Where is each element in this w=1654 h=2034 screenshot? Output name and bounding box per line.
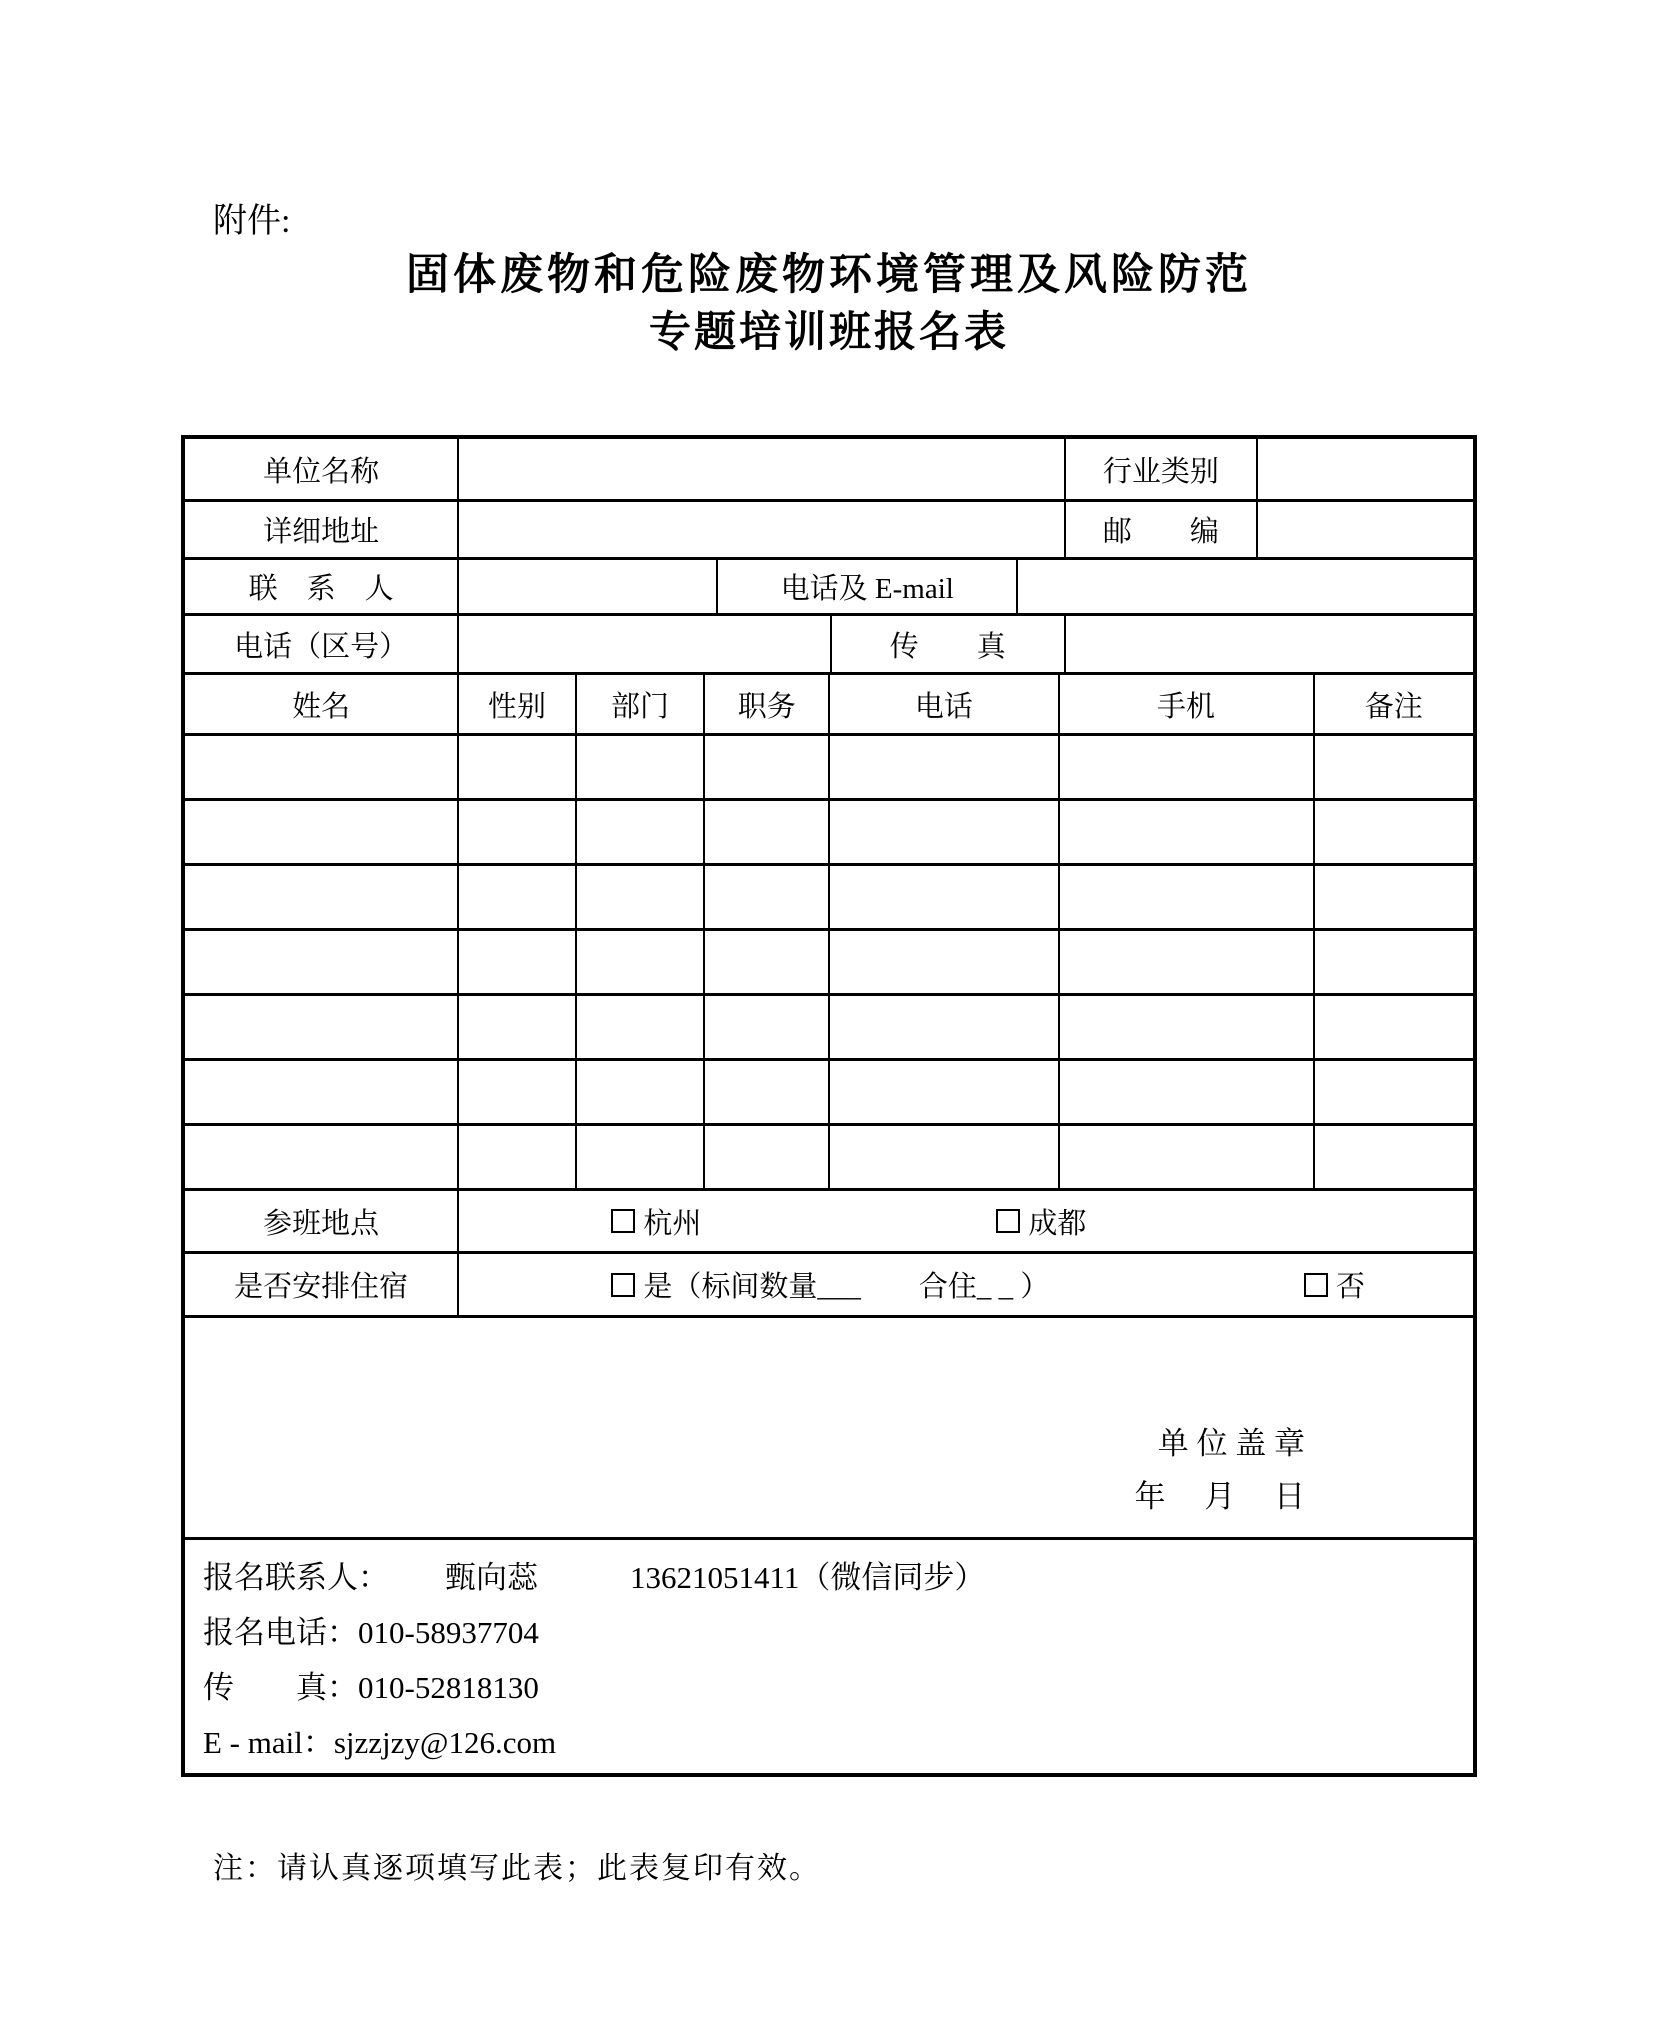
attendee-cell[interactable] [830, 801, 1059, 863]
row-location [185, 1191, 1473, 1254]
attendee-cell[interactable] [830, 866, 1059, 928]
attendee-cell[interactable] [1060, 866, 1315, 928]
attendee-cell[interactable] [185, 866, 459, 928]
address-input-cell[interactable] [459, 502, 1066, 557]
chengdu-checkbox[interactable] [996, 1209, 1020, 1233]
phone-email-input-cell[interactable] [1018, 560, 1473, 613]
attendee-cell[interactable] [705, 1061, 830, 1123]
attendee-row [185, 931, 1473, 996]
col-header-gender: 性别 [459, 675, 576, 733]
phone-email-label: 电话及 E-mail [718, 560, 1018, 613]
attendee-cell[interactable] [1060, 736, 1315, 798]
location-option-hangzhou[interactable] [611, 1201, 701, 1242]
attendee-cell[interactable] [459, 866, 576, 928]
attendee-cell[interactable] [459, 1126, 576, 1188]
attendee-cell[interactable] [830, 736, 1059, 798]
fax-label: 传 真 [832, 616, 1066, 672]
attendee-row [185, 801, 1473, 866]
housing-option-yes[interactable] [611, 1264, 1049, 1305]
housing-options-cell [459, 1254, 1473, 1315]
title-line-1: 固体废物和危险废物环境管理及风险防范 [406, 252, 1252, 299]
address-label: 详细地址 [185, 502, 459, 557]
attendee-cell[interactable] [577, 996, 706, 1058]
attendee-cell[interactable] [577, 801, 706, 863]
hangzhou-label: 杭州 [643, 1207, 702, 1240]
col-header-remark: 备注 [1364, 690, 1423, 723]
housing-no-checkbox[interactable] [1304, 1273, 1328, 1297]
row-housing [185, 1254, 1473, 1318]
attendee-cell[interactable] [705, 866, 830, 928]
attendee-cell[interactable] [1315, 801, 1473, 863]
attendee-cell[interactable] [577, 866, 706, 928]
chengdu-label: 成都 [1028, 1207, 1087, 1240]
attendee-cell[interactable] [185, 736, 459, 798]
contact-mobile: 13621051411（微信同步） [630, 1560, 986, 1595]
attendee-cell[interactable] [1315, 1126, 1473, 1188]
attendee-cell[interactable] [459, 996, 576, 1058]
attendee-cell[interactable] [830, 1126, 1059, 1188]
contact-name: 甄向蕊 [445, 1560, 538, 1595]
contact-person-label: 联 系 人 [185, 560, 459, 613]
attendee-cell[interactable] [185, 931, 459, 993]
attendee-cell[interactable] [577, 1126, 706, 1188]
col-header-mobile: 手机 [1060, 675, 1315, 733]
attendee-row [185, 866, 1473, 931]
attendee-cell[interactable] [830, 1061, 1059, 1123]
attendee-cell[interactable] [577, 931, 706, 993]
attendee-header-row [185, 675, 1473, 736]
attendee-cell[interactable] [705, 736, 830, 798]
postcode-input-cell[interactable] [1258, 502, 1473, 557]
unit-stamp-label: 单 位 盖 章 [1157, 1426, 1305, 1461]
housing-option-no[interactable] [1304, 1264, 1365, 1305]
attendee-cell[interactable] [1315, 866, 1473, 928]
industry-input-cell[interactable] [1258, 439, 1473, 499]
unit-name-input-cell[interactable] [459, 439, 1066, 499]
document-title [181, 250, 1477, 358]
title-line-2: 专题培训班报名表 [648, 310, 1009, 356]
col-header-position: 职务 [705, 675, 830, 733]
attendee-cell[interactable] [185, 1126, 459, 1188]
attendee-row [185, 1126, 1473, 1191]
contact-person-input-cell[interactable] [459, 560, 718, 613]
attendee-cell[interactable] [1060, 996, 1315, 1058]
attendee-cell[interactable] [1060, 1126, 1315, 1188]
col-header-phone: 电话 [830, 675, 1059, 733]
attendee-row [185, 996, 1473, 1061]
footer-note: 注：请认真逐项填写此表；此表复印有效。 [213, 1852, 821, 1885]
attendee-cell[interactable] [577, 736, 706, 798]
location-label: 参班地点 [185, 1191, 459, 1251]
location-option-chengdu[interactable] [996, 1201, 1086, 1242]
registration-form-table [181, 435, 1477, 1777]
hangzhou-checkbox[interactable] [611, 1209, 635, 1233]
attendee-cell[interactable] [185, 1061, 459, 1123]
attendee-cell[interactable] [185, 801, 459, 863]
attendee-cell[interactable] [1060, 931, 1315, 993]
row-contact-info [185, 1540, 1473, 1773]
col-header-department: 部门 [577, 675, 706, 733]
row-address [185, 502, 1473, 560]
row-contact-person [185, 560, 1473, 616]
housing-yes-label: 是（标间数量___ 合住_ _ ） [643, 1271, 1050, 1303]
phone-area-input-cell[interactable] [459, 616, 831, 672]
attendee-cell[interactable] [830, 931, 1059, 993]
date-line-label: 年 月 日 [1134, 1479, 1305, 1514]
attendee-cell[interactable] [830, 996, 1059, 1058]
industry-label: 行业类别 [1066, 439, 1258, 499]
stamp-cell [185, 1318, 1473, 1537]
attendee-row [185, 1061, 1473, 1126]
row-unit-name [185, 439, 1473, 502]
attachment-label: 附件: [213, 203, 291, 240]
attendee-cell[interactable] [185, 996, 459, 1058]
attendee-cell[interactable] [577, 1061, 706, 1123]
attendee-cell[interactable] [705, 801, 830, 863]
phone-area-label: 电话（区号） [185, 616, 459, 672]
attendee-cell[interactable] [1315, 736, 1473, 798]
row-stamp [185, 1318, 1473, 1540]
attendee-cell[interactable] [1315, 1061, 1473, 1123]
attendee-cell[interactable] [1315, 996, 1473, 1058]
location-options-cell [459, 1191, 1473, 1251]
contact-name-label: 报名联系人： [203, 1560, 389, 1595]
contact-info-cell [185, 1540, 1473, 1773]
contact-line-3: 传 真：010-52818130 [203, 1670, 539, 1705]
attendee-cell[interactable] [705, 931, 830, 993]
contact-line-4: E - mail：sjzzjzy@126.com [203, 1725, 557, 1760]
attendee-cell[interactable] [459, 736, 576, 798]
housing-label: 是否安排住宿 [185, 1254, 459, 1315]
fax-input-cell[interactable] [1066, 616, 1473, 672]
attendee-cell[interactable] [1315, 931, 1473, 993]
attendee-row [185, 736, 1473, 801]
unit-name-label: 单位名称 [185, 439, 459, 499]
attendee-cell[interactable] [459, 931, 576, 993]
contact-line-2: 报名电话：010-58937704 [203, 1615, 539, 1650]
housing-no-label: 否 [1335, 1271, 1365, 1303]
housing-yes-checkbox[interactable] [611, 1273, 635, 1297]
attendee-cell[interactable] [705, 1126, 830, 1188]
attendee-cell[interactable] [705, 996, 830, 1058]
contact-line-1 [203, 1550, 985, 1605]
attendee-cell[interactable] [459, 1061, 576, 1123]
row-phone-area [185, 616, 1473, 675]
postcode-label: 邮 编 [1066, 502, 1258, 557]
col-header-name: 姓名 [185, 675, 459, 733]
attendee-cell[interactable] [1060, 801, 1315, 863]
attendee-cell[interactable] [1060, 1061, 1315, 1123]
attendee-cell[interactable] [459, 801, 576, 863]
